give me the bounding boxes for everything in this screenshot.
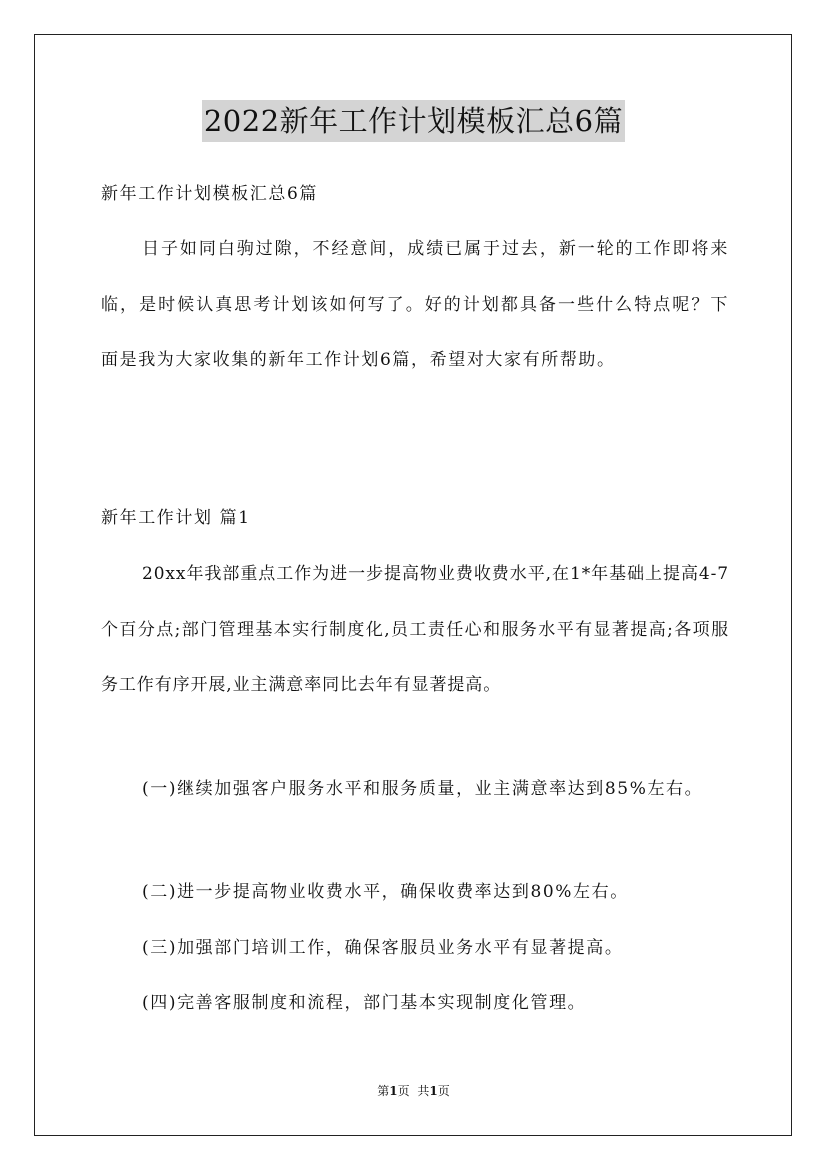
total-pages: 1 (429, 1084, 438, 1098)
list-item: (三)加强部门培训工作，确保客服员业务水平有显著提高。 (142, 938, 624, 958)
page-prefix: 第 (377, 1084, 390, 1098)
goal-paragraph: 20xx年我部重点工作为进一步提高物业费收费水平,在1*年基础上提高4-7个百分点;部门管理基本实行制度化,员工责任心和服务水平有显著提高;各项服务工作有序开展,业主满意率同比去年有显著提高。 (101, 564, 729, 695)
document-title: 2022新年工作计划模板汇总6篇 (202, 100, 625, 142)
page-footer (0, 1083, 827, 1099)
list-item: (四)完善客服制度和流程，部门基本实现制度化管理。 (142, 993, 587, 1013)
page-number: 1 (389, 1084, 398, 1098)
document-subtitle: 新年工作计划模板汇总6篇 (101, 184, 319, 204)
title-area (0, 100, 827, 142)
section-heading: 新年工作计划 篇1 (101, 508, 251, 528)
intro-paragraph: 日子如同白驹过隙，不经意间，成绩已属于过去，新一轮的工作即将来临，是时候认真思考计划该如何写了。好的计划都具备一些什么特点呢？下面是我为大家收集的新年工作计划6篇，希望对大家有所帮助。 (101, 239, 729, 370)
total-suffix: 页 (437, 1084, 450, 1098)
page-suffix: 页 (397, 1084, 410, 1098)
list-item: (一)继续加强客户服务水平和服务质量，业主满意率达到85%左右。 (142, 779, 704, 799)
total-prefix: 共 (417, 1084, 430, 1098)
list-item: (二)进一步提高物业收费水平，确保收费率达到80%左右。 (142, 882, 629, 902)
